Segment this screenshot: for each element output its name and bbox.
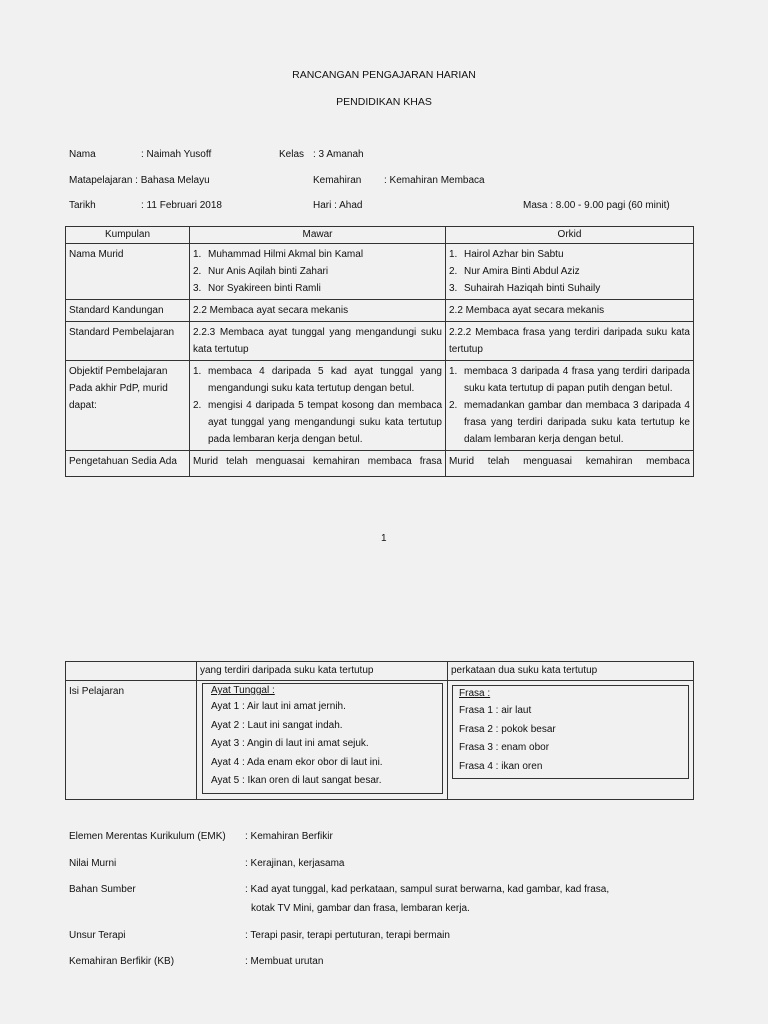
page-number: 1: [381, 533, 387, 544]
student-name: Muhammad Hilmi Akmal bin Kamal: [208, 249, 364, 260]
list-item: 3. Suhairah Haziqah binti Suhaily: [449, 283, 601, 294]
unsur-terapi-label: Unsur Terapi: [69, 930, 126, 941]
isi-pelajaran-mawar: [197, 681, 448, 800]
pengetahuan-mawar: Murid telah menguasai kemahiran membaca frasa: [190, 451, 446, 477]
objektif-label: Objektif Pembelajaran Pada akhir PdP, murid dapat:: [66, 361, 190, 451]
list-item: 1. membaca 3 daripada 4 frasa yang terdiri daripada suku kata tertutup di papan putih dengan betul.: [449, 366, 690, 394]
kemahiran-berfikir-value: : Membuat urutan: [245, 956, 324, 967]
student-name: Suhairah Haziqah binti Suhaily: [464, 283, 601, 294]
list-item: Frasa 1 : air laut: [459, 705, 532, 716]
bahan-sumber-value-2: kotak TV Mini, gambar dan frasa, lembaran kerja.: [251, 903, 470, 914]
page-subtitle: PENDIDIKAN KHAS: [336, 96, 432, 108]
standard-pembelajaran-label: Standard Pembelajaran: [66, 322, 190, 361]
ayat-tunggal-box: [202, 683, 443, 794]
objective-text: membaca 3 daripada 4 frasa yang terdiri daripada suku kata tertutup di papan putih dengan betul.: [464, 366, 690, 394]
student-name: Hairol Azhar bin Sabtu: [464, 249, 564, 260]
list-item: Ayat 2 : Laut ini sangat indah.: [211, 719, 343, 731]
header-kumpulan: Kumpulan: [66, 227, 190, 244]
bahan-sumber-label: Bahan Sumber: [69, 884, 136, 895]
nama-value: : Naimah Yusoff: [141, 149, 212, 160]
pengetahuan-orkid-continued: perkataan dua suku kata tertutup: [448, 662, 694, 681]
list-item: 1. Muhammad Hilmi Akmal bin Kamal: [193, 249, 364, 260]
isi-pelajaran-label: Isi Pelajaran: [66, 681, 197, 800]
standard-kandungan-label: Standard Kandungan: [66, 300, 190, 322]
kelas-label: Kelas: [279, 149, 305, 160]
list-item: Ayat 5 : Ikan oren di laut sangat besar.: [211, 775, 382, 786]
emk-value: : Kemahiran Berfikir: [245, 831, 333, 842]
pengetahuan-mawar-continued: yang terdiri daripada suku kata tertutup: [197, 662, 448, 681]
objektif-mawar: [190, 361, 446, 451]
list-item: Frasa 2 : pokok besar: [459, 723, 556, 735]
list-item: 2. mengisi 4 daripada 5 tempat kosong dan membaca ayat tunggal yang mengandungi suku kata tertutup pada lembaran kerja dengan betul.: [193, 400, 442, 445]
nilai-murni-label: Nilai Murni: [69, 858, 117, 869]
student-name: Nur Anis Aqilah binti Zahari: [208, 266, 329, 277]
list-item: 2. Nur Amira Binti Abdul Aziz: [449, 266, 580, 277]
lesson-table: [65, 226, 694, 477]
ayat-tunggal-heading: Ayat Tunggal :: [211, 685, 275, 696]
student-name: Nor Syakireen binti Ramli: [208, 283, 321, 294]
nama-murid-orkid: [446, 244, 694, 300]
tarikh-value: : 11 Februari 2018: [141, 200, 222, 211]
list-item: 1. membaca 4 daripada 5 kad ayat tunggal yang mengandungi suku kata tertutup dengan betul.: [193, 366, 442, 394]
list-item: 1. Hairol Azhar bin Sabtu: [449, 249, 564, 260]
row-objektif: [66, 361, 694, 451]
list-item: 2. Nur Anis Aqilah binti Zahari: [193, 266, 329, 277]
objective-text: membaca 4 daripada 5 kad ayat tunggal yang mengandungi suku kata tertutup dengan betul.: [208, 366, 442, 394]
table-header-row: [66, 227, 694, 244]
bahan-sumber-value: : Kad ayat tunggal, kad perkataan, sampul surat berwarna, kad gambar, kad frasa,: [245, 884, 610, 895]
row-standard-kandungan: [66, 300, 694, 322]
pengetahuan-label-continued: [66, 662, 197, 681]
standard-pembelajaran-mawar: 2.2.3 Membaca ayat tunggal yang mengandungi suku kata tertutup: [190, 322, 446, 361]
pengetahuan-orkid: Murid telah menguasai kemahiran membaca: [446, 451, 694, 477]
frasa-box: [452, 685, 689, 779]
lesson-table-continued: [65, 661, 694, 800]
row-pengetahuan-continued: [66, 662, 694, 681]
list-item: Ayat 3 : Angin di laut ini amat sejuk.: [211, 738, 369, 749]
header-mawar: Mawar: [190, 227, 446, 244]
masa: Masa : 8.00 - 9.00 pagi (60 minit): [523, 200, 670, 211]
matapelajaran: Matapelajaran : Bahasa Melayu: [69, 175, 210, 186]
nama-murid-mawar: [190, 244, 446, 300]
objective-text: mengisi 4 daripada 5 tempat kosong dan membaca ayat tunggal yang mengandungi suku kata tertutup pada lembaran kerja dengan betul.: [208, 400, 442, 445]
pengetahuan-label: Pengetahuan Sedia Ada: [66, 451, 190, 477]
tarikh-label: Tarikh: [69, 200, 96, 211]
objektif-orkid: [446, 361, 694, 451]
kemahiran-label: Kemahiran: [313, 175, 362, 186]
list-item: 3. Nor Syakireen binti Ramli: [193, 283, 321, 294]
unsur-terapi-value: : Terapi pasir, terapi pertuturan, terapi bermain: [245, 930, 450, 941]
hari: Hari : Ahad: [313, 200, 363, 211]
student-name: Nur Amira Binti Abdul Aziz: [464, 266, 580, 277]
row-pengetahuan: [66, 451, 694, 477]
standard-kandungan-orkid: 2.2 Membaca ayat secara mekanis: [446, 300, 694, 322]
emk-label: Elemen Merentas Kurikulum (EMK): [69, 831, 226, 842]
objective-text: memadankan gambar dan membaca 3 daripada 4 frasa yang terdiri daripada suku kata tertutup ke dalam lembaran kerja dengan betul.: [464, 400, 690, 445]
standard-kandungan-mawar: 2.2 Membaca ayat secara mekanis: [190, 300, 446, 322]
kemahiran-value: : Kemahiran Membaca: [384, 175, 485, 186]
list-item: Ayat 1 : Air laut ini amat jernih.: [211, 701, 346, 712]
nilai-murni-value: : Kerajinan, kerjasama: [245, 858, 345, 869]
nama-murid-label: Nama Murid: [66, 244, 190, 300]
nama-label: Nama: [69, 149, 96, 160]
frasa-heading: Frasa :: [459, 688, 491, 699]
kemahiran-berfikir-label: Kemahiran Berfikir (KB): [69, 956, 175, 967]
list-item: Frasa 4 : ikan oren: [459, 760, 543, 772]
header-orkid: Orkid: [446, 227, 694, 244]
list-item: Ayat 4 : Ada enam ekor obor di laut ini.: [211, 756, 383, 768]
standard-pembelajaran-orkid: 2.2.2 Membaca frasa yang terdiri daripada suku kata tertutup: [446, 322, 694, 361]
row-standard-pembelajaran: [66, 322, 694, 361]
page-title: RANCANGAN PENGAJARAN HARIAN: [292, 69, 476, 81]
row-nama-murid: [66, 244, 694, 300]
kelas-value: : 3 Amanah: [313, 149, 364, 160]
list-item: Frasa 3 : enam obor: [459, 742, 550, 753]
row-isi-pelajaran: [66, 681, 694, 800]
list-item: 2. memadankan gambar dan membaca 3 daripada 4 frasa yang terdiri daripada suku kata tertutup ke dalam lembaran kerja dengan betul.: [449, 400, 690, 445]
isi-pelajaran-orkid: [448, 681, 694, 800]
